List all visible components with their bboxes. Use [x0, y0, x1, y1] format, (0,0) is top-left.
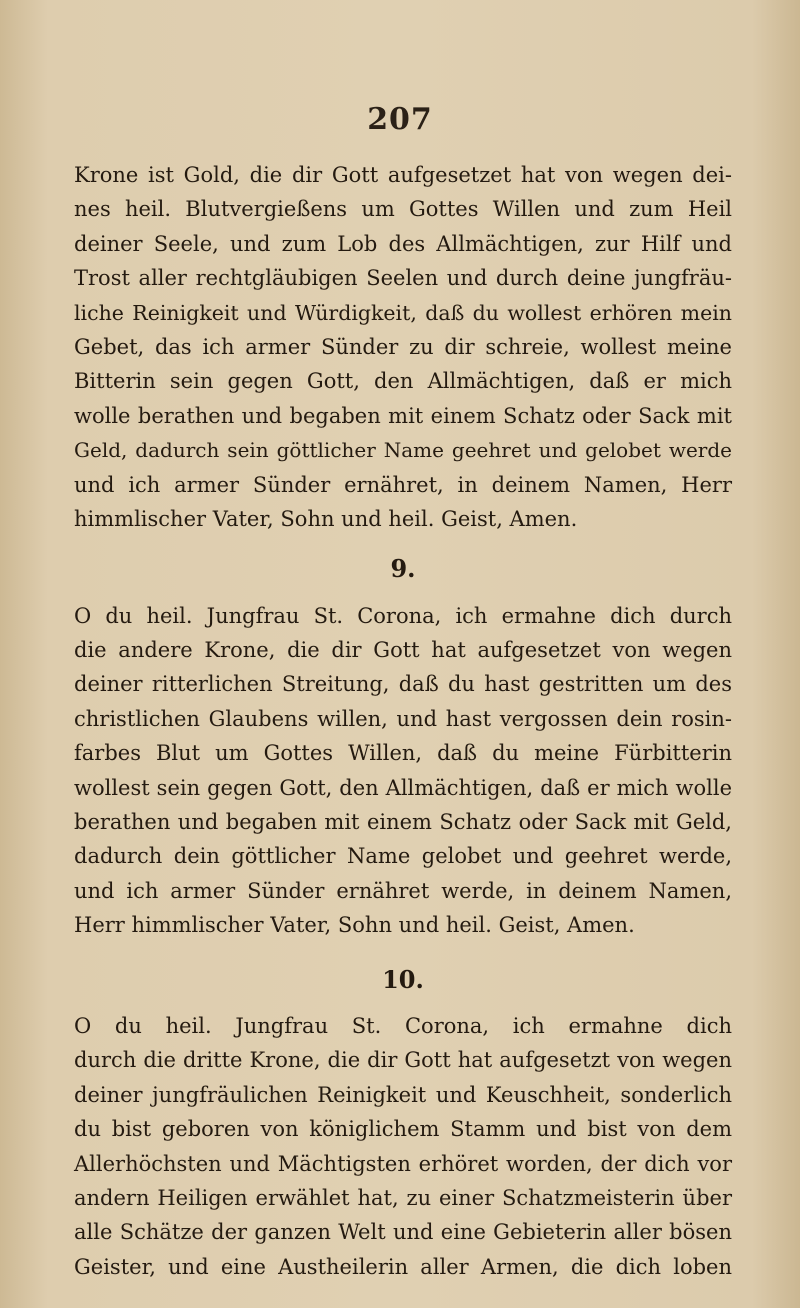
text-line: andern Heiligen erwählet hat, zu einer Schatzmeisterin über: [74, 1185, 732, 1210]
text-line: Gebet, das ich armer Sünder zu dir schreie, wollest meine: [74, 334, 732, 359]
page-body: [74, 158, 732, 1284]
text-line: dadurch dein göttlicher Name gelobet und geehret werde,: [74, 844, 732, 869]
paragraph-section-9: [74, 599, 732, 943]
paragraph-prayer-continuation: [74, 158, 732, 536]
text-line: Trost aller rechtgläubigen Seelen und durch deine jungfräu-: [74, 266, 732, 291]
text-line: Geld, dadurch sein göttlicher Name geehret und gelobet werde: [74, 438, 732, 463]
text-line: wollest sein gegen Gott, den Allmächtigen, daß er mich wolle: [74, 775, 732, 800]
text-line: du bist geboren von königlichem Stamm und bist von dem: [74, 1117, 732, 1142]
text-line: durch die dritte Krone, die dir Gott hat aufgesetzt von wegen: [74, 1048, 732, 1073]
text-line: christlichen Glaubens willen, und hast vergossen dein rosin-: [74, 706, 732, 731]
text-line: Bitterin sein gegen Gott, den Allmächtigen, daß er mich: [74, 369, 732, 394]
paragraph-section-10: [74, 1009, 732, 1284]
page-number: 207: [367, 102, 433, 137]
text-line: O du heil. Jungfrau St. Corona, ich ermahne dich durch: [74, 603, 732, 628]
section-heading-10: 10.: [382, 964, 424, 994]
text-line: Krone ist Gold, die dir Gott aufgesetzet hat von wegen dei-: [74, 163, 732, 187]
text-line: alle Schätze der ganzen Welt und eine Gebieterin aller bösen: [74, 1220, 732, 1245]
text-line: wolle berathen und begaben mit einem Schatz oder Sack mit: [74, 403, 732, 428]
text-line: und ich armer Sünder ernähret werde, in deinem Namen,: [74, 878, 732, 903]
text-line: farbes Blut um Gottes Willen, daß du meine Fürbitterin: [74, 741, 732, 766]
text-line: die andere Krone, die dir Gott hat aufgesetzet von wegen: [74, 638, 732, 663]
text-line: liche Reinigkeit und Würdigkeit, daß du wollest erhören mein: [74, 300, 732, 325]
text-line: nes heil. Blutvergießens um Gottes Willen und zum Heil: [74, 197, 732, 222]
text-line: O du heil. Jungfrau St. Corona, ich ermahne dich: [74, 1013, 732, 1038]
text-line: himmlischer Vater, Sohn und heil. Geist, Amen.: [74, 506, 578, 531]
text-line: deiner Seele, und zum Lob des Allmächtigen, zur Hilf und: [74, 231, 732, 256]
text-line: deiner jungfräulichen Reinigkeit und Keuschheit, sonderlich: [74, 1082, 732, 1107]
text-line: Allerhöchsten und Mächtigsten erhöret worden, der dich vor: [74, 1151, 732, 1176]
text-line: berathen und begaben mit einem Schatz oder Sack mit Geld,: [74, 810, 732, 835]
text-line: und ich armer Sünder ernähret, in deinem Namen, Herr: [74, 472, 732, 497]
text-line: deiner ritterlichen Streitung, daß du hast gestritten um des: [74, 672, 732, 697]
section-heading-9: 9.: [390, 554, 416, 584]
text-line: Herr himmlischer Vater, Sohn und heil. Geist, Amen.: [74, 913, 635, 938]
text-line: Geister, und eine Austheilerin aller Armen, die dich loben: [74, 1254, 732, 1279]
